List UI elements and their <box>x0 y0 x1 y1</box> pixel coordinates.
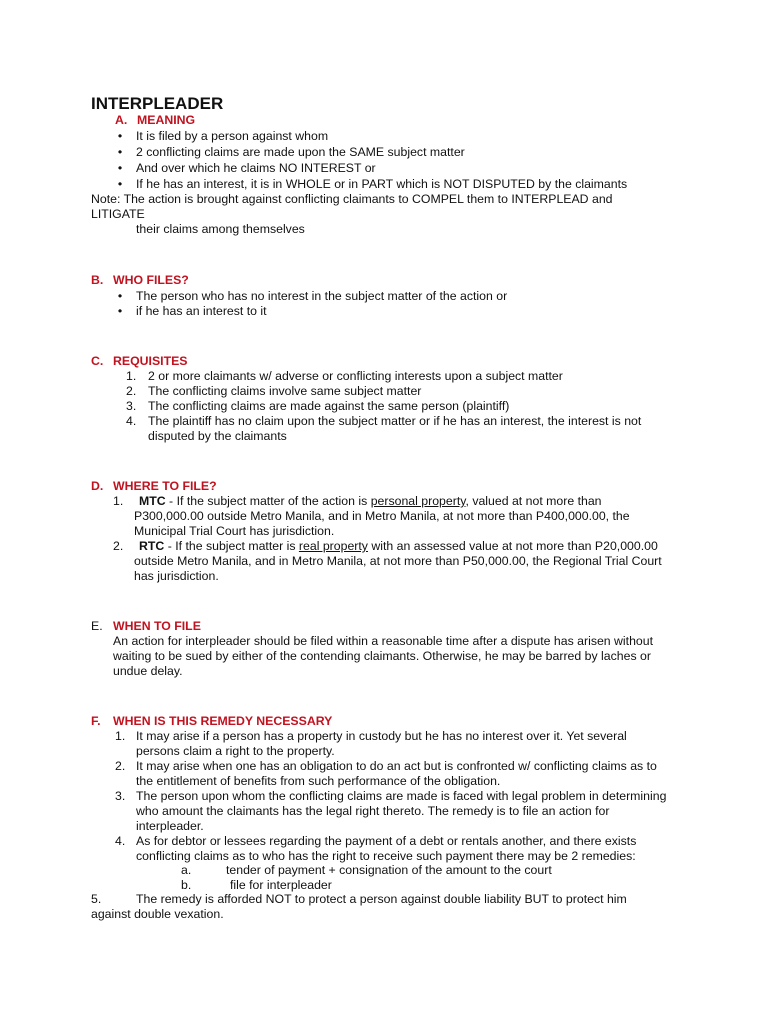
court-label: MTC <box>139 494 166 508</box>
text-fragment: with an assessed value at not more than P20,000.00 <box>367 539 658 553</box>
list-item-continued: Municipal Trial Court has jurisdiction. <box>134 524 335 538</box>
bullet-icon: • <box>117 145 123 159</box>
sub-item: tender of payment + consignation of the amount to the court <box>226 863 552 877</box>
list-item: It may arise if a person has a property in custody but he has no interest over it. Yet several <box>136 729 627 743</box>
note-text: LITIGATE <box>91 207 145 221</box>
section-a-heading <box>91 113 195 128</box>
list-item: The conflicting claims involve same subject matter <box>148 384 422 398</box>
section-letter: B. <box>91 273 104 287</box>
section-b-heading <box>91 273 189 288</box>
list-item: If he has an interest, it is in WHOLE or in PART which is NOT DISPUTED by the claimants <box>136 177 628 191</box>
section-title: MEANING <box>137 113 196 127</box>
bullet-icon: • <box>117 161 123 175</box>
page-title: INTERPLEADER <box>91 94 224 113</box>
list-item: The plaintiff has no claim upon the subject matter or if he has an interest, the interest is not <box>148 414 642 428</box>
court-label: RTC <box>139 539 165 553</box>
list-item-continued: interpleader. <box>136 819 204 833</box>
list-number: 4. <box>115 834 126 848</box>
sub-letter: b. <box>181 878 192 892</box>
list-item: It may arise when one has an obligation to do an act but is confronted w/ conflicting claims as to <box>136 759 657 773</box>
text-fragment: , valued at not more than <box>465 494 602 508</box>
list-item-continued: outside Metro Manila, and in Metro Manila, at not more than P50,000.00, the Regional Trial Court <box>134 554 662 568</box>
list-item-continued: disputed by the claimants <box>148 429 287 443</box>
note-text: their claims among themselves <box>136 222 305 236</box>
list-item-continued: P300,000.00 outside Metro Manila, and in Metro Manila, at not more than P400,000.00, the <box>134 509 630 523</box>
list-item <box>139 494 602 509</box>
section-title: WHEN TO FILE <box>113 619 201 633</box>
list-item-continued: conflicting claims as to who has the right to receive such payment there may be 2 remedies: <box>136 849 636 863</box>
section-c-heading <box>91 354 187 369</box>
list-number: 5. <box>91 892 102 906</box>
list-item: if he has an interest to it <box>136 304 267 318</box>
list-number: 2. <box>115 759 126 773</box>
list-item: It is filed by a person against whom <box>136 129 329 143</box>
bullet-icon: • <box>117 177 123 191</box>
bullet-icon: • <box>117 289 123 303</box>
list-item: And over which he claims NO INTEREST or <box>136 161 376 175</box>
sub-letter: a. <box>181 863 192 877</box>
list-item-continued: persons claim a right to the property. <box>136 744 335 758</box>
list-item-continued: against double vexation. <box>91 907 224 921</box>
note-text: Note: The action is brought against conflicting claimants to COMPEL them to INTERPLEAD and <box>91 192 613 206</box>
sub-item: file for interpleader <box>230 878 332 892</box>
list-item-continued: the entitlement of benefits from such performance of the obligation. <box>136 774 501 788</box>
section-e-heading <box>91 619 201 634</box>
text-fragment: - If the subject matter of the action is <box>165 494 371 508</box>
list-number: 2. <box>126 384 137 398</box>
section-title: WHEN IS THIS REMEDY NECESSARY <box>113 714 333 728</box>
section-letter: D. <box>91 479 104 493</box>
list-item: As for debtor or lessees regarding the payment of a debt or rentals another, and there exists <box>136 834 637 848</box>
list-number: 1. <box>126 369 137 383</box>
bullet-icon: • <box>117 304 123 318</box>
list-item: The conflicting claims are made against the same person (plaintiff) <box>148 399 510 413</box>
list-number: 1. <box>113 494 124 508</box>
paragraph-line: waiting to be sued by either of the contending claimants. Otherwise, he may be barred by laches or <box>113 649 651 663</box>
list-item: The person upon whom the conflicting claims are made is faced with legal problem in determining <box>136 789 667 803</box>
section-title: REQUISITES <box>113 354 188 368</box>
list-number: 3. <box>115 789 126 803</box>
paragraph-line: undue delay. <box>113 664 183 678</box>
list-item: The person who has no interest in the subject matter of the action or <box>136 289 508 303</box>
section-letter: C. <box>91 354 104 368</box>
section-letter: A. <box>115 113 128 127</box>
section-title: WHO FILES? <box>113 273 189 287</box>
list-item <box>139 539 658 554</box>
underlined-term: real property <box>298 539 368 553</box>
section-letter: F. <box>91 714 101 728</box>
list-number: 2. <box>113 539 124 553</box>
list-number: 1. <box>115 729 126 743</box>
list-item-continued: has jurisdiction. <box>134 569 219 583</box>
list-item: 2 or more claimants w/ adverse or conflicting interests upon a subject matter <box>148 369 563 383</box>
list-item-continued: who amount the claimants has the legal right thereto. The remedy is to file an action for <box>136 804 610 818</box>
paragraph-line: An action for interpleader should be filed within a reasonable time after a dispute has arisen without <box>113 634 654 648</box>
section-f-heading <box>91 714 332 729</box>
section-title: WHERE TO FILE? <box>113 479 217 493</box>
text-fragment: - If the subject matter is <box>164 539 299 553</box>
list-item: 2 conflicting claims are made upon the SAME subject matter <box>136 145 465 159</box>
list-item: The remedy is afforded NOT to protect a person against double liability BUT to protect him <box>136 892 627 906</box>
section-d-heading <box>91 479 217 494</box>
list-number: 3. <box>126 399 137 413</box>
list-number: 4. <box>126 414 137 428</box>
bullet-icon: • <box>117 129 123 143</box>
section-letter: E. <box>91 619 103 633</box>
underlined-term: personal property <box>370 494 466 508</box>
